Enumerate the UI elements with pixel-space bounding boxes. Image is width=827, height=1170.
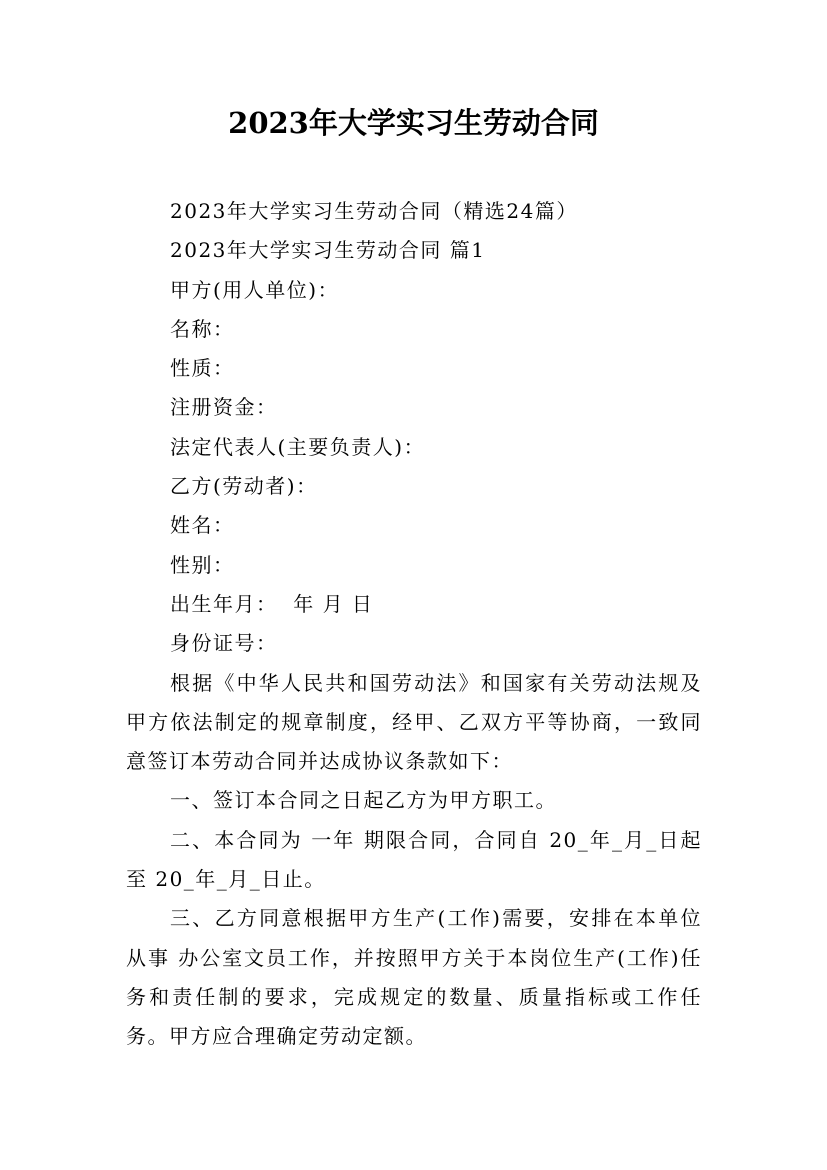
paragraph-id-number: 身份证号： <box>170 631 278 656</box>
paragraph-subtitle: 2023年大学实习生劳动合同（精选24篇） <box>170 199 578 223</box>
paragraph-full-name: 姓名： <box>170 513 235 538</box>
paragraph-party-a: 甲方(用人单位)： <box>170 277 340 302</box>
paragraph-preamble: 根据《中华人民共和国劳动法》和国家有关劳动法规及甲方依法制定的规章制度，经甲、乙双方平等协商，一致同意签订本劳动合同并达成协议条款如下： <box>126 670 702 774</box>
document-title: 2023年大学实习生劳动合同 <box>228 106 599 140</box>
paragraph-clause-3: 三、乙方同意根据甲方生产(工作)需要，安排在本单位从事 办公室文员工作，并按照甲方关于本岗位生产(工作)任务和责任制的要求，完成规定的数量、质量指标或工作任务。甲方应合理确定劳动定额。 <box>126 906 702 1049</box>
paragraph-party-b: 乙方(劳动者)： <box>170 474 318 499</box>
paragraph-birth-date: 出生年月： 年 月 日 <box>170 591 374 616</box>
paragraph-section-heading: 2023年大学实习生劳动合同 篇1 <box>170 238 486 263</box>
paragraph-registered-capital: 注册资金： <box>170 395 278 420</box>
document-body <box>126 192 702 1057</box>
paragraph-gender: 性别： <box>170 552 235 577</box>
paragraph-name: 名称： <box>170 316 235 341</box>
paragraph-legal-representative: 法定代表人(主要负责人)： <box>170 434 426 459</box>
paragraph-nature: 性质： <box>170 356 235 381</box>
paragraph-clause-1: 一、签订本合同之日起乙方为甲方职工。 <box>170 788 557 813</box>
paragraph-clause-2: 二、本合同为 一年 期限合同，合同自 20_年_月_日起至 20_年_月_日止。 <box>126 827 702 892</box>
